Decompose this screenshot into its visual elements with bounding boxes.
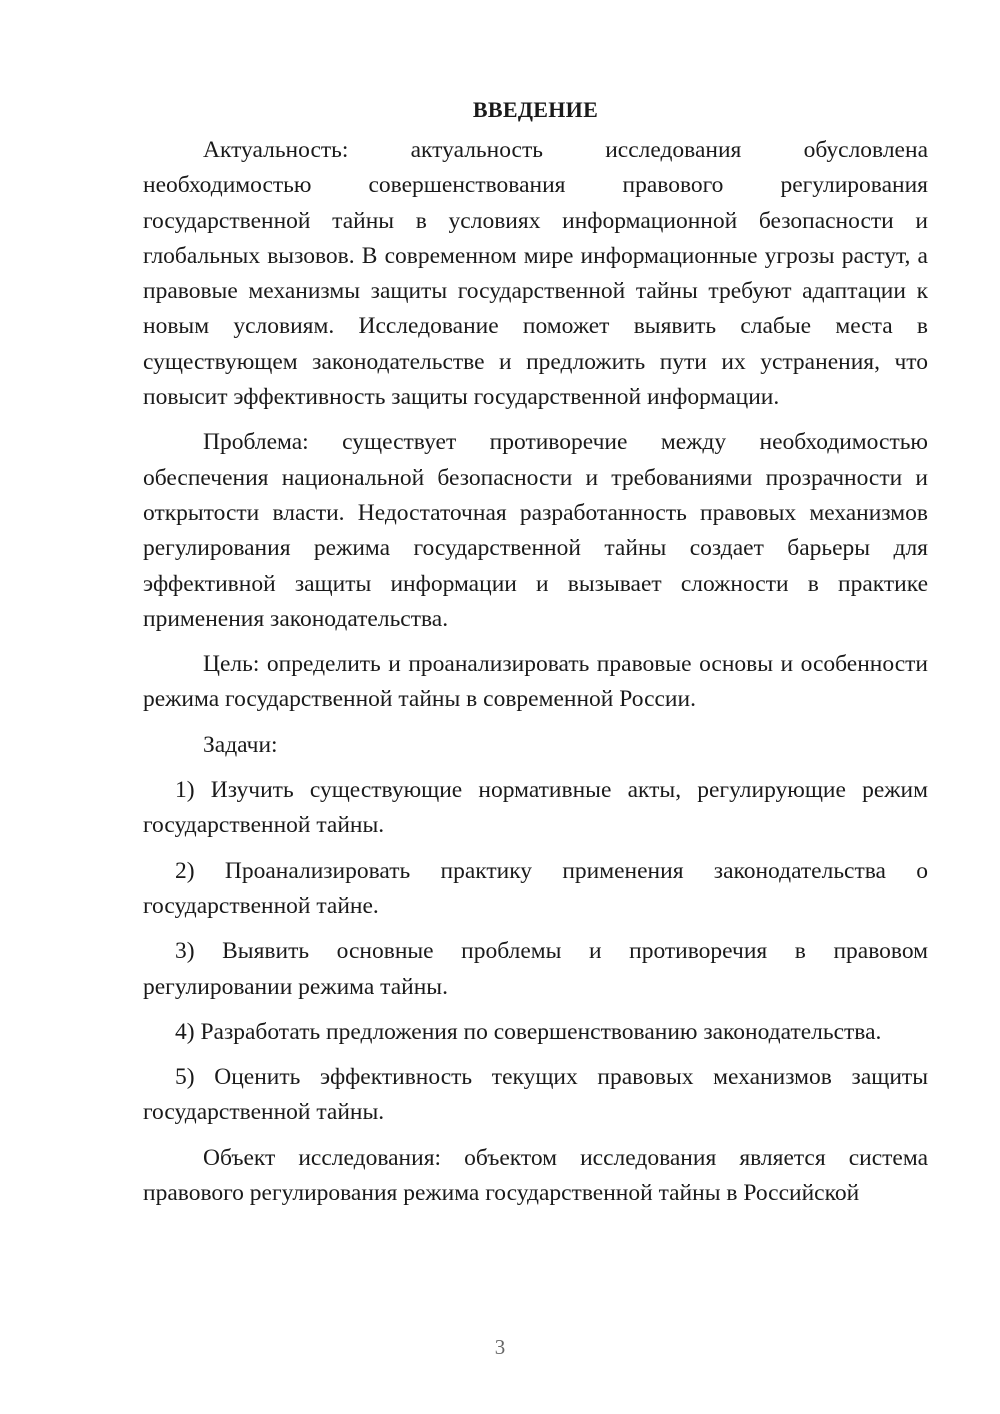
goal-paragraph: Цель: определить и проанализировать правовые основы и особенности режима государственной тайны в современной России. — [143, 651, 928, 713]
tasks-heading: Задачи: — [203, 731, 278, 758]
task-item: 5) Оценить эффективность текущих правовых механизмов защиты государственной тайны. — [143, 1064, 928, 1126]
task-item: 3) Выявить основные проблемы и противоречия в правовом регулировании режима тайны. — [143, 938, 928, 1000]
page-number: 3 — [494, 1335, 506, 1359]
object-paragraph: Объект исследования: объектом исследования является система правового регулирования режима государственной тайны в Российской — [143, 1144, 928, 1207]
task-item: 4) Разработать предложения по совершенствованию законодательства. — [175, 1018, 882, 1045]
task-item: 1) Изучить существующие нормативные акты, регулирующие режим государственной тайны. — [143, 777, 928, 839]
relevance-paragraph: Актуальность: актуальность исследования обусловлена необходимостью совершенствования правового регулирования государственной тайны в условиях информационной безопасности и глобальных вызовов. В современном мире информационные угрозы растут, а правовые механизмы защиты государственной тайны требуют адаптации к новым условиям. Исследование поможет выявить слабые места в существующем законодательстве и предложить пути их устранения, что повысит эффективность защиты государственной информации. — [143, 137, 928, 411]
task-item: 2) Проанализировать практику применения законодательства о государственной тайне. — [143, 857, 928, 919]
problem-paragraph: Проблема: существует противоречие между необходимостью обеспечения национальной безопасности и требованиями прозрачности и открытости власти. Недостаточная разработанность правовых механизмов регулирования режима государственной тайны создает барьеры для эффективной защиты информации и вызывает сложности в практике применения законодательства. — [143, 429, 928, 632]
section-title: ВВЕДЕНИЕ — [472, 97, 599, 122]
page-content — [143, 94, 928, 1211]
